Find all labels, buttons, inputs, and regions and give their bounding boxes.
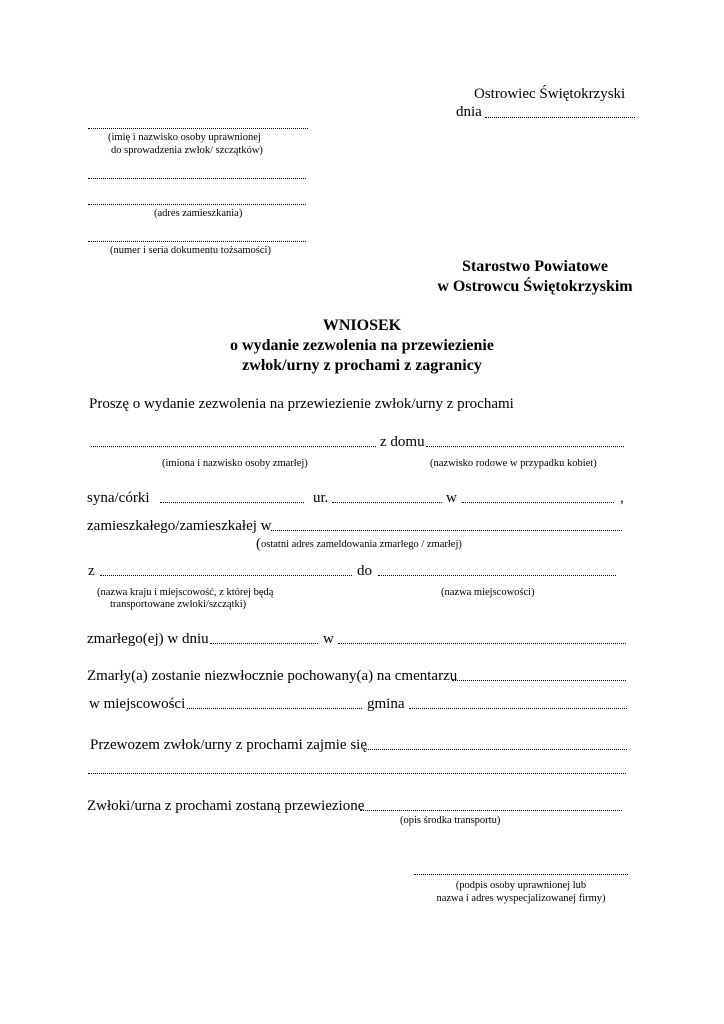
commune-label: gmina bbox=[367, 696, 405, 712]
deceased-name-caption: (imiona i nazwisko osoby zmarłej) bbox=[162, 458, 308, 469]
document-subtitle-1: o wydanie zezwolenia na przewiezienie bbox=[230, 337, 494, 354]
applicant-name-field[interactable] bbox=[88, 128, 308, 129]
death-date-field[interactable] bbox=[210, 643, 318, 644]
applicant-address-field-2[interactable] bbox=[88, 204, 306, 205]
address-caption: ostatni adres zameldowania zmarłego / zmarłej) bbox=[261, 539, 462, 550]
applicant-address-caption: (adres zamieszkania) bbox=[154, 208, 243, 219]
to-caption: (nazwa miejscowości) bbox=[441, 587, 535, 598]
burial-label: Zmarły(a) zostanie niezwłocznie pochowany(a) na cmentarzu bbox=[87, 668, 458, 684]
son-daughter-label: syna/córki bbox=[87, 490, 150, 506]
recipient-line-2: w Ostrowcu Świętokrzyskim bbox=[437, 278, 633, 295]
to-label: do bbox=[357, 563, 372, 579]
transport-company-field[interactable] bbox=[366, 749, 627, 750]
born-label: ur. bbox=[313, 490, 329, 506]
commune-field[interactable] bbox=[409, 708, 627, 709]
transport-means-caption: (opis środka transportu) bbox=[400, 815, 501, 826]
signature-caption-2: nazwa i adres wyspecjalizowanej firmy) bbox=[436, 893, 606, 904]
from-caption-2: transportowane zwłoki/szczątki) bbox=[110, 599, 247, 610]
signature-caption-1: (podpis osoby uprawnionej lub bbox=[455, 880, 587, 891]
document-subtitle-2: zwłok/urny z prochami z zagranicy bbox=[242, 357, 482, 374]
intro-text: Proszę o wydanie zezwolenia na przewiezienie zwłok/urny z prochami bbox=[89, 396, 514, 412]
transport-means-label: Zwłoki/urna z prochami zostaną przewiezione bbox=[87, 798, 365, 814]
place-name: Ostrowiec Świętokrzyski bbox=[474, 86, 626, 102]
resident-address-field[interactable] bbox=[271, 530, 622, 531]
from-country-field[interactable] bbox=[100, 575, 352, 576]
applicant-id-caption: (numer i seria dokumentu tożsamości) bbox=[110, 245, 271, 256]
applicant-address-field-1[interactable] bbox=[88, 178, 306, 179]
cemetery-field[interactable] bbox=[452, 680, 626, 681]
signature-field[interactable] bbox=[414, 874, 628, 875]
death-place-field[interactable] bbox=[338, 643, 626, 644]
died-in-label: w bbox=[323, 631, 334, 647]
deceased-name-field[interactable] bbox=[91, 446, 376, 447]
applicant-name-caption-2: do sprowadzenia zwłok/ szczątków) bbox=[111, 145, 263, 156]
transport-means-field[interactable] bbox=[360, 810, 622, 811]
comma: , bbox=[620, 490, 624, 506]
from-caption-1: (nazwa kraju i miejscowość, z której będą bbox=[97, 587, 274, 598]
birth-place-label: w bbox=[446, 490, 457, 506]
birth-place-field[interactable] bbox=[462, 502, 614, 503]
maiden-name-field[interactable] bbox=[426, 446, 624, 447]
recipient-line-1: Starostwo Powiatowe bbox=[462, 258, 608, 275]
maiden-name-label: z domu bbox=[380, 434, 425, 450]
date-field[interactable] bbox=[485, 117, 635, 118]
date-label: dnia bbox=[456, 104, 482, 120]
resident-label: zamieszkałego/zamieszkałej w bbox=[87, 518, 272, 534]
parents-field[interactable] bbox=[160, 502, 304, 503]
applicant-id-field[interactable] bbox=[88, 241, 306, 242]
address-caption-paren: ( bbox=[256, 536, 261, 552]
transport-company-label: Przewozem zwłok/urny z prochami zajmie się bbox=[90, 737, 367, 753]
burial-town-label: w miejscowości bbox=[89, 696, 186, 712]
died-on-label: zmarłego(ej) w dniu bbox=[87, 631, 209, 647]
maiden-name-caption: (nazwisko rodowe w przypadku kobiet) bbox=[430, 458, 597, 469]
from-label: z bbox=[88, 563, 95, 579]
transport-company-field-2[interactable] bbox=[88, 773, 626, 774]
applicant-name-caption-1: (imię i nazwisko osoby uprawnionej bbox=[108, 132, 261, 143]
birth-date-field[interactable] bbox=[332, 502, 442, 503]
to-town-field[interactable] bbox=[378, 575, 616, 576]
burial-town-field[interactable] bbox=[187, 708, 362, 709]
document-title: WNIOSEK bbox=[322, 317, 402, 334]
